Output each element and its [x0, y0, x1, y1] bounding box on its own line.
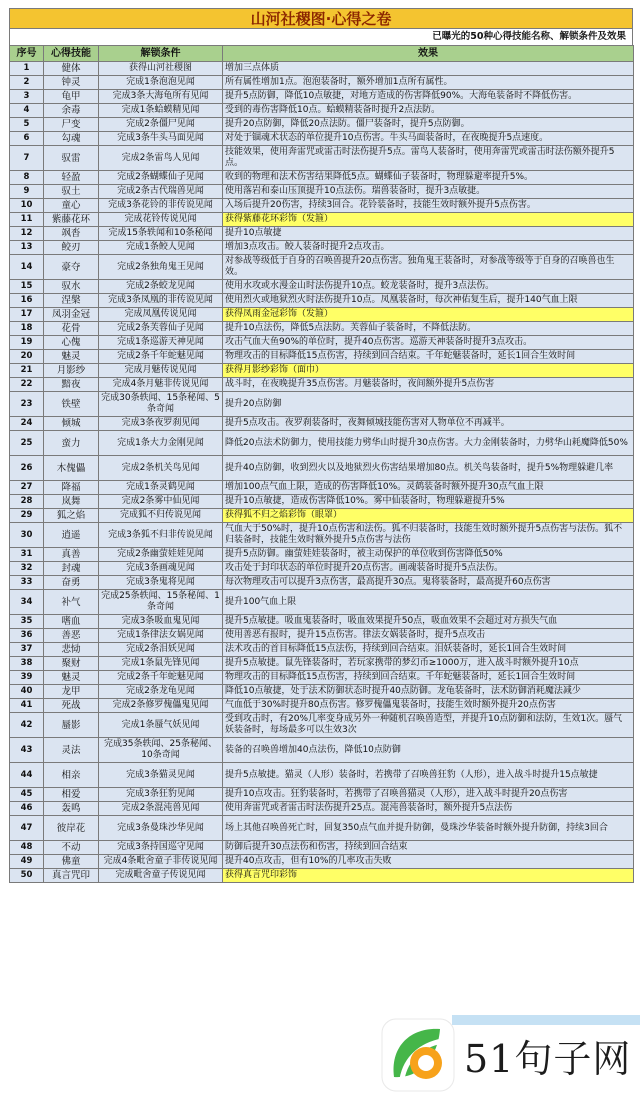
- row-number: 6: [10, 132, 44, 146]
- table-row: [10, 294, 634, 308]
- row-number: 40: [10, 685, 44, 699]
- watermark-text: 51句子网: [464, 1036, 632, 1081]
- skill-effect: 提升40点防御，收到烈火以及地狱烈火伤害结果增加80点。机关鸟装备时，提升5%物理躲避几率: [223, 456, 634, 481]
- unlock-condition: 完成2条泪妖见闻: [99, 643, 223, 657]
- table-row: [10, 171, 634, 185]
- table-row: [10, 643, 634, 657]
- row-number: 30: [10, 523, 44, 548]
- unlock-condition: 完成3条吸血鬼见闻: [99, 615, 223, 629]
- skill-effect: 获得紫藤花环彩饰（发箍）: [223, 213, 634, 227]
- row-number: 45: [10, 788, 44, 802]
- unlock-condition: 完成3条画魂见闻: [99, 562, 223, 576]
- row-number: 14: [10, 255, 44, 280]
- row-number: 22: [10, 378, 44, 392]
- table-row: [10, 350, 634, 364]
- skill-name: 倾城: [44, 417, 99, 431]
- unlock-condition: 完成2条幽萤娃娃见闻: [99, 548, 223, 562]
- row-number: 44: [10, 763, 44, 788]
- unlock-condition: 完成1条律法女娲见闻: [99, 629, 223, 643]
- unlock-condition: 完成2条独角鬼王见闻: [99, 255, 223, 280]
- skill-name: 紫藤花环: [44, 213, 99, 227]
- unlock-condition: 完成凤凰传说见闻: [99, 308, 223, 322]
- table-row: [10, 738, 634, 763]
- unlock-condition: 完成2条机关鸟见闻: [99, 456, 223, 481]
- skill-name: 鲛刃: [44, 241, 99, 255]
- table-row: [10, 562, 634, 576]
- skill-name: 心傀: [44, 336, 99, 350]
- skill-effect: 提升10点敏捷，造成伤害降低10%。雾中仙装备时，物理躲避提升5%: [223, 495, 634, 509]
- unlock-condition: 完成3条夜罗刹见闻: [99, 417, 223, 431]
- skill-name: 铁壁: [44, 392, 99, 417]
- skill-name: 魅灵: [44, 350, 99, 364]
- table-row: [10, 788, 634, 802]
- row-number: 38: [10, 657, 44, 671]
- skill-effect: 提升10点攻击。狂豹装备时，若携带了召唤兽猫灵（人形），进入战斗时提升20点伤害: [223, 788, 634, 802]
- skill-effect: 增加100点气血上限，造成的伤害降低10%。灵鹤装备时额外提升30点气血上限: [223, 481, 634, 495]
- skill-effect: 提升40点攻击，但有10%的几率攻击失败: [223, 855, 634, 869]
- row-number: 36: [10, 629, 44, 643]
- table-row: [10, 417, 634, 431]
- row-number: 11: [10, 213, 44, 227]
- skill-name: 狐之焰: [44, 509, 99, 523]
- skill-effect: 使用水攻或水漫金山时法伤提升10点。蛟龙装备时，提升3点法伤。: [223, 280, 634, 294]
- skill-name: 轰鸣: [44, 802, 99, 816]
- table-row: [10, 213, 634, 227]
- table-row: [10, 185, 634, 199]
- table-body: [10, 62, 634, 883]
- skill-name: 轻盈: [44, 171, 99, 185]
- page-subtitle: 已曝光的50种心得技能名称、解锁条件及效果: [9, 29, 633, 45]
- unlock-condition: 完成1条蛤蟆精见闻: [99, 104, 223, 118]
- table-row: [10, 62, 634, 76]
- page-title: 山河社稷图·心得之卷: [9, 8, 633, 29]
- unlock-condition: 完成2条古代瑞兽见闻: [99, 185, 223, 199]
- row-number: 28: [10, 495, 44, 509]
- row-number: 39: [10, 671, 44, 685]
- skill-effect: 使用奔雷咒或者雷击时法伤提升25点。混沌兽装备时，额外提升5点法伤: [223, 802, 634, 816]
- unlock-condition: 完成3条持国巡守见闻: [99, 841, 223, 855]
- skill-name: 月影纱: [44, 364, 99, 378]
- row-number: 9: [10, 185, 44, 199]
- table-row: [10, 629, 634, 643]
- skill-name: 聚财: [44, 657, 99, 671]
- table-row: [10, 199, 634, 213]
- unlock-condition: 完成1条蜃气妖见闻: [99, 713, 223, 738]
- unlock-condition: 完成2条雾中仙见闻: [99, 495, 223, 509]
- row-number: 46: [10, 802, 44, 816]
- skill-name: 相亲: [44, 763, 99, 788]
- table-row: [10, 657, 634, 671]
- skill-name: 驭水: [44, 280, 99, 294]
- unlock-condition: 完成3条猫灵见闻: [99, 763, 223, 788]
- skill-effect: 场上其他召唤兽死亡时，回复350点气血并提升防御，曼珠沙华装备时额外提升防御，持续3回合: [223, 816, 634, 841]
- table-row: [10, 523, 634, 548]
- table-row: [10, 392, 634, 417]
- table-row: [10, 481, 634, 495]
- row-number: 35: [10, 615, 44, 629]
- row-number: 21: [10, 364, 44, 378]
- skill-effect: 对处于锢魂术状态的单位提升10点伤害。牛头马面装备时，在夜晚提升5点速度。: [223, 132, 634, 146]
- table-row: [10, 118, 634, 132]
- skill-effect: 提升5点敏捷。吸血鬼装备时，吸血效果提升50点，吸血效果不会超过对方损失气血: [223, 615, 634, 629]
- row-number: 19: [10, 336, 44, 350]
- table-row: [10, 713, 634, 738]
- row-number: 25: [10, 431, 44, 456]
- unlock-condition: 完成1条鲛人见闻: [99, 241, 223, 255]
- skill-effect: 提升5点敏捷。猫灵（人形）装备时，若携带了召唤兽狂豹（人形），进入战斗时提升15点敏捷: [223, 763, 634, 788]
- skill-name: 降福: [44, 481, 99, 495]
- watermark-band: [452, 1015, 640, 1025]
- unlock-condition: 完成毗舍童子传说见闻: [99, 869, 223, 883]
- table-row: [10, 509, 634, 523]
- unlock-condition: 完成月魅传说见闻: [99, 364, 223, 378]
- skill-effect: 对参战等级低于自身的召唤兽提升20点伤害。独角鬼王装备时，对参战等级等于自身的召唤兽也生效。: [223, 255, 634, 280]
- table-row: [10, 671, 634, 685]
- unlock-condition: 完成3条狂豹见闻: [99, 788, 223, 802]
- unlock-condition: 完成2条混沌兽见闻: [99, 802, 223, 816]
- skill-effect: 防御后提升30点法伤和伤害，持续到回合结束: [223, 841, 634, 855]
- table-row: [10, 590, 634, 615]
- table-row: [10, 685, 634, 699]
- skill-name: 蛮力: [44, 431, 99, 456]
- table-row: [10, 364, 634, 378]
- skill-name: 嗜血: [44, 615, 99, 629]
- table-row: [10, 241, 634, 255]
- skill-name: 驭土: [44, 185, 99, 199]
- table-row: [10, 308, 634, 322]
- unlock-condition: 完成3条大海龟所有见闻: [99, 90, 223, 104]
- table-row: [10, 132, 634, 146]
- skill-name: 魅灵: [44, 671, 99, 685]
- skill-effect: 获得凤雨金冠彩饰（发箍）: [223, 308, 634, 322]
- skill-name: 封魂: [44, 562, 99, 576]
- skill-effect: 提升5点攻击。夜罗刹装备时，夜舞倾城技能伤害对人物单位不再减半。: [223, 417, 634, 431]
- skill-effect: 气血低于30%时提升80点伤害。修罗傀儡鬼装备时，技能生效时额外提升20点伤害: [223, 699, 634, 713]
- skill-name: 钟灵: [44, 76, 99, 90]
- table-header-row: [10, 46, 634, 62]
- unlock-condition: 完成1条大力金刚见闻: [99, 431, 223, 456]
- skill-name: 死战: [44, 699, 99, 713]
- row-number: 17: [10, 308, 44, 322]
- skill-effect: 提升20点防御: [223, 392, 634, 417]
- skill-name: 善恶: [44, 629, 99, 643]
- skill-name: 奋勇: [44, 576, 99, 590]
- row-number: 13: [10, 241, 44, 255]
- row-number: 7: [10, 146, 44, 171]
- skill-name: 悲恸: [44, 643, 99, 657]
- skill-name: 灵法: [44, 738, 99, 763]
- unlock-condition: 完成15条轶闻和10条秘闻: [99, 227, 223, 241]
- skill-effect: 获得月影纱彩饰（面巾）: [223, 364, 634, 378]
- watermark: [372, 1015, 640, 1095]
- table-row: [10, 146, 634, 171]
- row-number: 31: [10, 548, 44, 562]
- table-row: [10, 841, 634, 855]
- table-row: [10, 495, 634, 509]
- skills-table: [9, 45, 634, 883]
- unlock-condition: 完成2条雷鸟人见闻: [99, 146, 223, 171]
- table-row: [10, 456, 634, 481]
- table-row: [10, 104, 634, 118]
- skill-name: 木傀儡: [44, 456, 99, 481]
- row-number: 12: [10, 227, 44, 241]
- table-row: [10, 576, 634, 590]
- table-row: [10, 763, 634, 788]
- row-number: 41: [10, 699, 44, 713]
- row-number: 27: [10, 481, 44, 495]
- skill-effect: 收到的物理和法术伤害结果降低5点。蝴蝶仙子装备时，物理躲避率提升5%。: [223, 171, 634, 185]
- table-row: [10, 255, 634, 280]
- skill-effect: 提升100气血上限: [223, 590, 634, 615]
- skill-name: 勾魂: [44, 132, 99, 146]
- skill-name: 豪夺: [44, 255, 99, 280]
- skill-effect: 装备的召唤兽增加40点法伤，降低10点防御: [223, 738, 634, 763]
- skill-effect: 物理攻击的目标降低15点伤害，持续到回合结束。千年蛇魅装备时，延长1回合生效时间: [223, 671, 634, 685]
- skill-name: 驭雷: [44, 146, 99, 171]
- skill-name: 蜃影: [44, 713, 99, 738]
- row-number: 3: [10, 90, 44, 104]
- table-row: [10, 615, 634, 629]
- table-row: [10, 855, 634, 869]
- skill-effect: 提升20点防御，降低20点法防。僵尸装备时，提升5点防御。: [223, 118, 634, 132]
- table-row: [10, 76, 634, 90]
- skill-name: 龟甲: [44, 90, 99, 104]
- unlock-condition: 完成2条蝴蝶仙子见闻: [99, 171, 223, 185]
- unlock-condition: 完成花铃传说见闻: [99, 213, 223, 227]
- unlock-condition: 完成2条龙龟见闻: [99, 685, 223, 699]
- unlock-condition: 完成25条轶闻、15条秘闻、1条奇闻: [99, 590, 223, 615]
- unlock-condition: 完成2条修罗傀儡鬼见闻: [99, 699, 223, 713]
- row-number: 37: [10, 643, 44, 657]
- skill-effect: 技能效果，使用奔雷咒或雷击时法伤提升5点。雷鸟人装备时，使用奔雷咒或雷击时法伤额外提升5点。: [223, 146, 634, 171]
- row-number: 24: [10, 417, 44, 431]
- table-row: [10, 90, 634, 104]
- skill-effect: 使用落岩和泰山压顶提升10点法伤。瑞兽装备时，提升3点敏捷。: [223, 185, 634, 199]
- skill-effect: 每次物理攻击可以提升3点伤害，最高提升30点。鬼将装备时，最高提升60点伤害: [223, 576, 634, 590]
- skill-effect: 攻击气血大鱼90%的单位时，提升40点伤害。巡游天神装备时提升3点攻击。: [223, 336, 634, 350]
- unlock-condition: 完成3条狐不归非传说见闻: [99, 523, 223, 548]
- document-sheet: [9, 8, 633, 883]
- skill-effect: 降低20点法术防御力，使用技能力劈华山时提升30点伤害。大力金刚装备时，力劈华山耗魔降低50%: [223, 431, 634, 456]
- skill-effect: 获得真言咒印彩饰: [223, 869, 634, 883]
- unlock-condition: 完成30条轶闻、15条秘闻、5条奇闻: [99, 392, 223, 417]
- row-number: 47: [10, 816, 44, 841]
- row-number: 26: [10, 456, 44, 481]
- skill-name: 逍遥: [44, 523, 99, 548]
- table-row: [10, 699, 634, 713]
- skill-effect: 攻击处于封印状态的单位时提升20点伤害。画魂装备时提升5点法伤。: [223, 562, 634, 576]
- skill-effect: 增加3点攻击。鲛人装备时提升2点攻击。: [223, 241, 634, 255]
- row-number: 50: [10, 869, 44, 883]
- table-row: [10, 869, 634, 883]
- skill-effect: 提升10点敏捷: [223, 227, 634, 241]
- table-row: [10, 548, 634, 562]
- unlock-condition: 完成3条曼珠沙华见闻: [99, 816, 223, 841]
- row-number: 5: [10, 118, 44, 132]
- unlock-condition: 完成4条月魅非传说见闻: [99, 378, 223, 392]
- header-skill: 心得技能: [44, 46, 99, 62]
- unlock-condition: 完成3条牛头马面见闻: [99, 132, 223, 146]
- skill-effect: 物理攻击的目标降低15点伤害，持续到回合结束。千年蛇魅装备时，延长1回合生效时间: [223, 350, 634, 364]
- skill-name: 不动: [44, 841, 99, 855]
- table-row: [10, 378, 634, 392]
- row-number: 15: [10, 280, 44, 294]
- skill-effect: 提升10点法伤，降低5点法防。芙蓉仙子装备时，不降低法防。: [223, 322, 634, 336]
- table-row: [10, 322, 634, 336]
- row-number: 4: [10, 104, 44, 118]
- skill-name: 彼岸花: [44, 816, 99, 841]
- unlock-condition: 完成2条芙蓉仙子见闻: [99, 322, 223, 336]
- row-number: 8: [10, 171, 44, 185]
- skill-name: 凤羽金冠: [44, 308, 99, 322]
- skill-name: 健体: [44, 62, 99, 76]
- skill-effect: 获得狐不归之焰彩饰（眼罩）: [223, 509, 634, 523]
- row-number: 42: [10, 713, 44, 738]
- unlock-condition: 完成3条凤凰的非传说见闻: [99, 294, 223, 308]
- skill-effect: 使用善恶有报时，提升15点伤害。律法女娲装备时，提升5点攻击: [223, 629, 634, 643]
- row-number: 32: [10, 562, 44, 576]
- unlock-condition: 获得山河社稷图: [99, 62, 223, 76]
- skill-effect: 气血大于50%时，提升10点伤害和法伤。狐不归装备时，技能生效时额外提升5点伤害与法伤。狐不归装备时，技能生效时额外提升5点伤害与法伤: [223, 523, 634, 548]
- unlock-condition: 完成狐不归传说见闻: [99, 509, 223, 523]
- row-number: 16: [10, 294, 44, 308]
- table-row: [10, 431, 634, 456]
- skill-name: 相爱: [44, 788, 99, 802]
- skill-name: 龙甲: [44, 685, 99, 699]
- unlock-condition: 完成1条泡泡见闻: [99, 76, 223, 90]
- skill-name: 佛童: [44, 855, 99, 869]
- unlock-condition: 完成4条毗舍童子非传说见闻: [99, 855, 223, 869]
- skill-effect: 提升5点防御。幽萤娃娃装备时，被主动保护的单位收到伤害降低50%: [223, 548, 634, 562]
- row-number: 29: [10, 509, 44, 523]
- table-row: [10, 227, 634, 241]
- table-row: [10, 280, 634, 294]
- unlock-condition: 完成1条鼠先锋见闻: [99, 657, 223, 671]
- skill-effect: 战斗时，在夜晚提升35点伤害。月魅装备时，夜间额外提升5点伤害: [223, 378, 634, 392]
- table-row: [10, 336, 634, 350]
- header-condition: 解锁条件: [99, 46, 223, 62]
- row-number: 43: [10, 738, 44, 763]
- unlock-condition: 完成3条花铃的非传说见闻: [99, 199, 223, 213]
- skill-name: 童心: [44, 199, 99, 213]
- unlock-condition: 完成2条千年蛇魅见闻: [99, 350, 223, 364]
- unlock-condition: 完成2条僵尸见闻: [99, 118, 223, 132]
- unlock-condition: 完成2条千年蛇魅见闻: [99, 671, 223, 685]
- unlock-condition: 完成1条灵鹤见闻: [99, 481, 223, 495]
- skill-name: 真言咒印: [44, 869, 99, 883]
- skill-name: 补气: [44, 590, 99, 615]
- row-number: 33: [10, 576, 44, 590]
- unlock-condition: 完成35条轶闻、25条秘闻、10条奇闻: [99, 738, 223, 763]
- row-number: 18: [10, 322, 44, 336]
- row-number: 48: [10, 841, 44, 855]
- skill-effect: 法术攻击的首目标降低15点法伤，持续到回合结束。泪妖装备时，延长1回合生效时间: [223, 643, 634, 657]
- skill-effect: 受到攻击时，有20%几率变身成另外一种随机召唤兽造型，并提升10点防御和法防，生效1次。蜃气妖装备时，每场最多可以生效3次: [223, 713, 634, 738]
- unlock-condition: 完成3条鬼将见闻: [99, 576, 223, 590]
- unlock-condition: 完成2条蛟龙见闻: [99, 280, 223, 294]
- row-number: 49: [10, 855, 44, 869]
- skill-effect: 提升5点敏捷。鼠先锋装备时，若玩家携带的梦幻币≥1000万，进入战斗时额外提升10点: [223, 657, 634, 671]
- skill-effect: 受到的毒伤害降低10点。蛤蟆精装备时提升2点法防。: [223, 104, 634, 118]
- skill-name: 黯夜: [44, 378, 99, 392]
- skill-effect: 所有属性增加1点。泡泡装备时，额外增加1点所有属性。: [223, 76, 634, 90]
- skill-name: 飒沓: [44, 227, 99, 241]
- header-effect: 效果: [223, 46, 634, 62]
- skill-name: 花骨: [44, 322, 99, 336]
- table-row: [10, 802, 634, 816]
- row-number: 20: [10, 350, 44, 364]
- row-number: 10: [10, 199, 44, 213]
- skill-effect: 降低10点敏捷，处于法术防御状态时提升40点防御。龙龟装备时，法术防御消耗魔法减少: [223, 685, 634, 699]
- skill-name: 真善: [44, 548, 99, 562]
- skill-name: 余毒: [44, 104, 99, 118]
- skill-name: 岚舞: [44, 495, 99, 509]
- skill-effect: 增加三点体质: [223, 62, 634, 76]
- row-number: 34: [10, 590, 44, 615]
- header-no: 序号: [10, 46, 44, 62]
- skill-name: 尸变: [44, 118, 99, 132]
- skill-effect: 提升5点防御，降低10点敏捷，对地方造成的伤害降低90%。大海龟装备时不降低伤害。: [223, 90, 634, 104]
- skill-effect: 使用烈火或地狱烈火时法伤提升10点。凤凰装备时，每次神佑复生后，提升140气血上限: [223, 294, 634, 308]
- row-number: 2: [10, 76, 44, 90]
- skill-effect: 入场后提升20伤害，持续3回合。花铃装备时，技能生效时额外提升5点伤害。: [223, 199, 634, 213]
- table-row: [10, 816, 634, 841]
- leaf-logo-icon: [380, 1017, 456, 1093]
- row-number: 23: [10, 392, 44, 417]
- skill-name: 涅槃: [44, 294, 99, 308]
- unlock-condition: 完成1条巡游天神见闻: [99, 336, 223, 350]
- row-number: 1: [10, 62, 44, 76]
